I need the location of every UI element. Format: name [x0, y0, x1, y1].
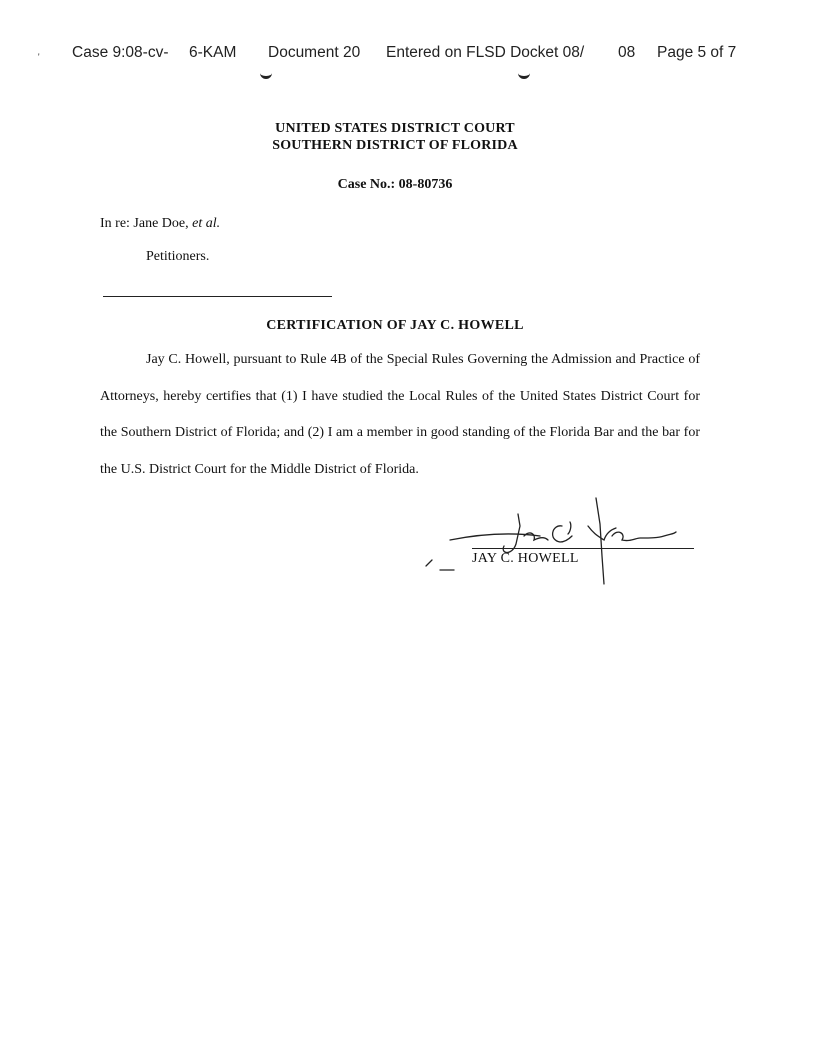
- court-line-2: SOUTHERN DISTRICT OF FLORIDA: [272, 138, 518, 153]
- case-number: Case No.: 08-80736: [337, 177, 453, 192]
- caption-in-re-text: In re: Jane Doe,: [100, 216, 193, 231]
- docket-header: [0, 44, 816, 68]
- certification-body: Jay C. Howell, pursuant to Rule 4B of the Special Rules Governing the Admission and Practice of Attorneys, hereby certifies that (1) I have studied the Local Rules of the United States District Court for the Southern District of Florida; and (2) I am a member in good standing of the Florida Bar and the bar for the U.S. District Court for the Middle District of Florida.: [100, 352, 700, 477]
- scan-speck: ': [38, 52, 40, 62]
- caption-in-re: [100, 216, 220, 232]
- header-document: Document 20: [268, 44, 361, 61]
- header-page: Page 5 of 7: [657, 44, 737, 61]
- signature-block: [420, 496, 700, 586]
- caption-petitioners: Petitioners.: [146, 249, 210, 264]
- signatory-name: JAY C. HOWELL: [472, 551, 579, 566]
- header-case-suffix: 6-KAM: [189, 44, 237, 61]
- caption-et-al: et al.: [192, 216, 221, 231]
- certification-title: CERTIFICATION OF JAY C. HOWELL: [266, 318, 524, 333]
- header-case: Case 9:08-cv-: [72, 44, 169, 61]
- scan-mark-right: [518, 70, 530, 79]
- court-line-1: UNITED STATES DISTRICT COURT: [275, 121, 515, 136]
- caption-rule: [103, 296, 332, 297]
- header-year: 08: [618, 44, 636, 61]
- handwritten-signature: [420, 496, 700, 586]
- signature-line: [472, 548, 694, 549]
- scan-mark-left: [260, 70, 272, 79]
- header-entered: Entered on FLSD Docket 08/: [386, 44, 585, 61]
- court-heading: [0, 120, 790, 154]
